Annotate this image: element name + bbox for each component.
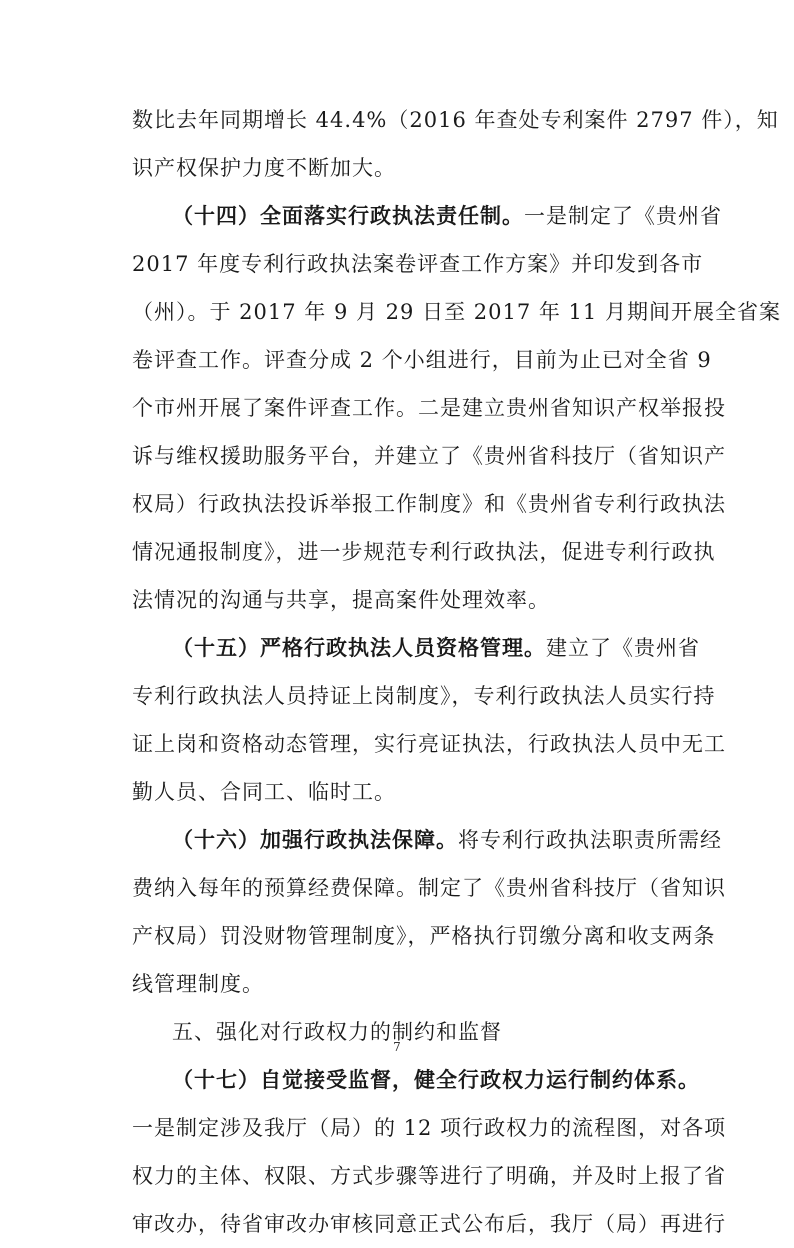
body-text: 个市州开展了案件评查工作。二是建立贵州省知识产权举报投 xyxy=(132,396,726,420)
section-heading-text: （十四）全面落实行政执法责任制。 xyxy=(172,203,524,228)
text-line xyxy=(132,480,726,528)
text-line xyxy=(132,576,692,624)
text-line xyxy=(132,96,779,144)
text-line xyxy=(132,912,716,960)
text-line xyxy=(132,336,712,384)
section-heading-text: （十六）加强行政执法保障。 xyxy=(172,827,458,852)
text-line xyxy=(132,864,726,912)
body-text: 识产权保护力度不断加大。 xyxy=(132,156,396,180)
body-text: 勤人员、合同工、临时工。 xyxy=(132,780,396,804)
body-text: 建立了《贵州省 xyxy=(546,636,700,660)
body-text: 权局）行政执法投诉举报工作制度》和《贵州省专利行政执法 xyxy=(132,492,726,516)
body-text: 2017 年度专利行政执法案卷评查工作方案》并印发到各市 xyxy=(132,252,704,276)
section-heading-text: （十七）自觉接受监督，健全行政权力运行制约体系。 xyxy=(172,1067,700,1092)
body-text: 情况通报制度》，进一步规范专利行政执法，促进专利行政执 xyxy=(132,540,716,564)
text-line xyxy=(132,528,716,576)
text-line xyxy=(132,672,716,720)
text-line xyxy=(132,144,692,192)
body-text: 诉与维权援助服务平台，并建立了《贵州省科技厅（省知识产 xyxy=(132,444,726,468)
text-line xyxy=(132,1056,700,1104)
body-text: 权力的主体、权限、方式步骤等进行了明确，并及时上报了省 xyxy=(132,1164,726,1188)
body-text: 一是制定了《贵州省 xyxy=(524,204,722,228)
text-line xyxy=(132,816,722,864)
text-line xyxy=(132,384,726,432)
body-text: 线管理制度。 xyxy=(132,972,264,996)
text-line xyxy=(132,1104,727,1152)
body-text: 审改办，待省审改办审核同意正式公布后，我厅（局）再进行 xyxy=(132,1212,726,1236)
text-line xyxy=(132,624,700,672)
body-text: 将专利行政执法职责所需经 xyxy=(458,828,722,852)
body-text: 费纳入每年的预算经费保障。制定了《贵州省科技厅（省知识 xyxy=(132,876,726,900)
text-line xyxy=(132,288,781,336)
body-text: 法情况的沟通与共享，提高案件处理效率。 xyxy=(132,588,550,612)
body-text: 五、强化对行政权力的制约和监督 xyxy=(172,1020,502,1044)
document-body xyxy=(132,96,781,1248)
text-line xyxy=(132,1200,726,1248)
body-text: 证上岗和资格动态管理，实行亮证执法，行政执法人员中无工 xyxy=(132,732,726,756)
body-text: 卷评查工作。评查分成 2 个小组进行，目前为止已对全省 9 xyxy=(132,348,712,372)
text-line xyxy=(132,720,726,768)
body-text: 产权局）罚没财物管理制度》，严格执行罚缴分离和收支两条 xyxy=(132,924,716,948)
body-text: 一是制定涉及我厅（局）的 12 项行政权力的流程图，对各项 xyxy=(132,1116,727,1140)
page-number: 7 xyxy=(393,1040,401,1054)
body-text: 专利行政执法人员持证上岗制度》，专利行政执法人员实行持 xyxy=(132,684,716,708)
text-line xyxy=(132,960,692,1008)
text-line xyxy=(132,192,722,240)
text-line xyxy=(132,432,726,480)
body-text: （州）。于 2017 年 9 月 29 日至 2017 年 11 月期间开展全省案 xyxy=(132,300,781,324)
section-heading-text: （十五）严格行政执法人员资格管理。 xyxy=(172,635,546,660)
text-line xyxy=(132,1152,726,1200)
text-line xyxy=(132,768,692,816)
body-text: 数比去年同期增长 44.4%（2016 年查处专利案件 2797 件），知 xyxy=(132,108,779,132)
text-line xyxy=(132,240,704,288)
